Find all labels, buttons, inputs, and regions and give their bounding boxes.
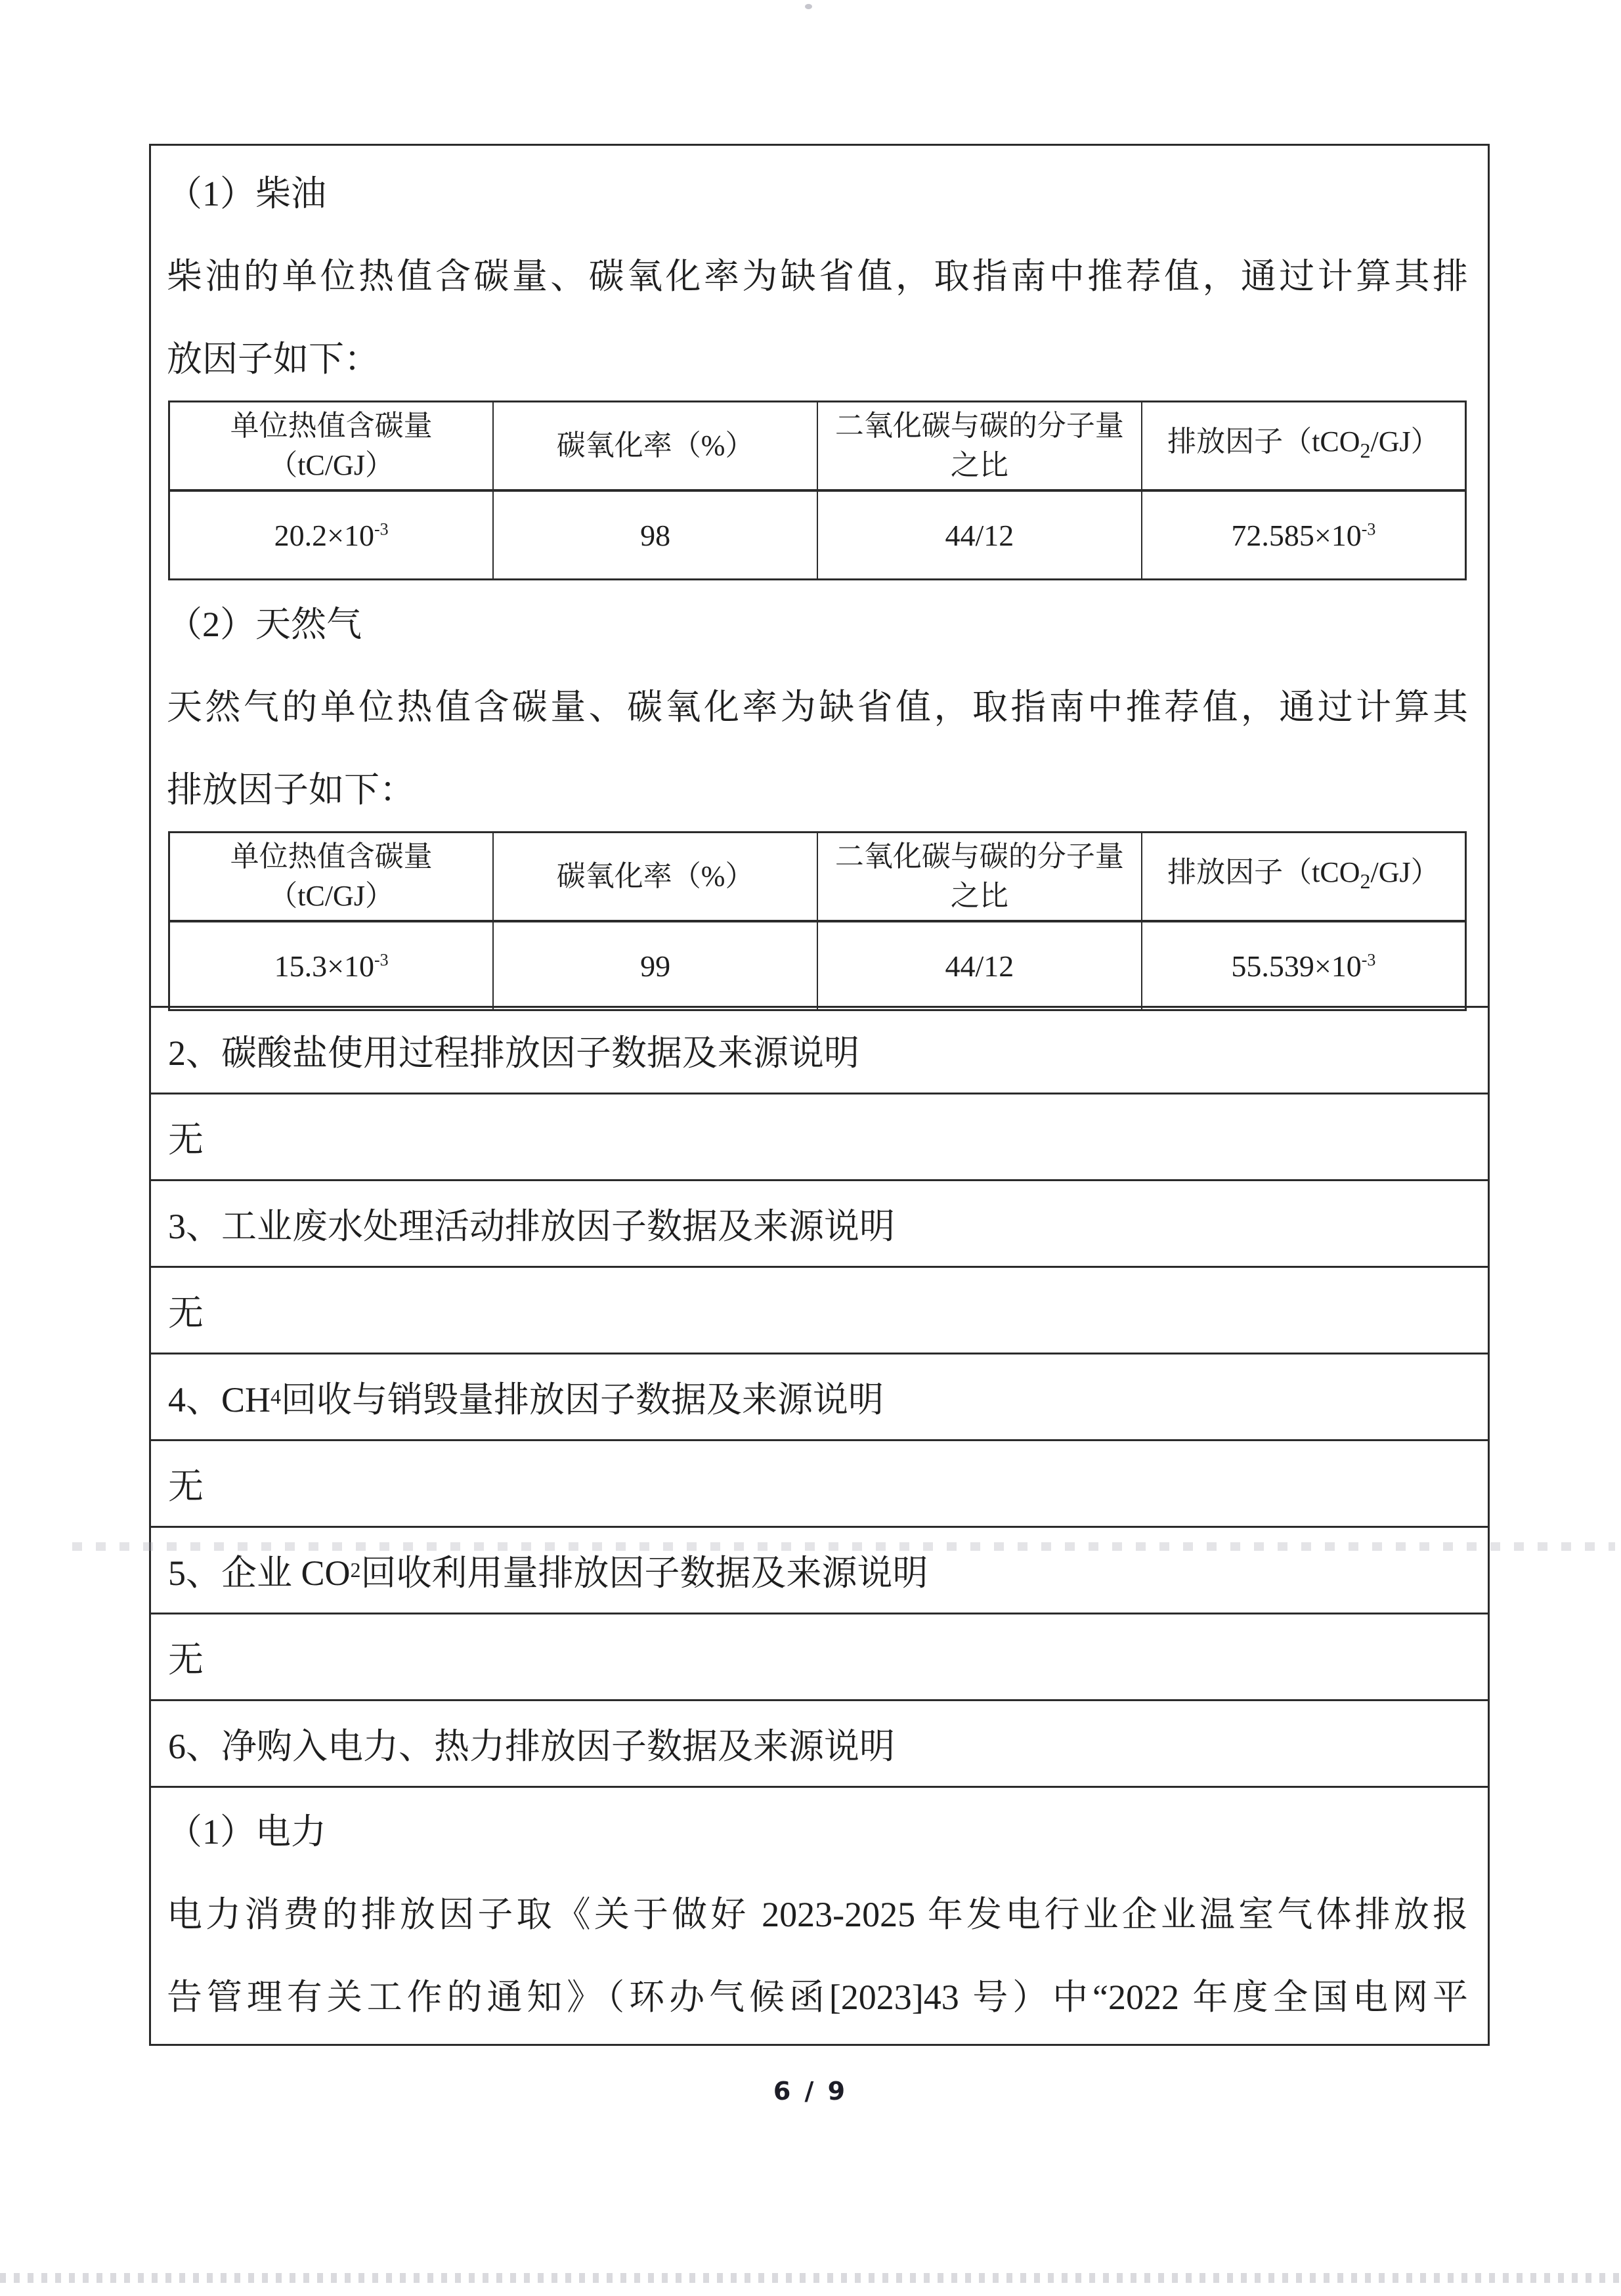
gas-paragraph-line1: 天然气的单位热值含碳量、碳氧化率为缺省值，取指南中推荐值，通过计算其 xyxy=(167,687,1468,727)
diesel-factor-table-body xyxy=(169,490,1466,580)
section-6-title-row: 6、净购入电力、热力排放因子数据及来源说明 xyxy=(151,1699,1488,1786)
diesel-oxidation-cell: 98 xyxy=(493,490,817,580)
header-carbon-content: 单位热值含碳量 （tC/GJ） xyxy=(169,402,494,491)
gas-factor-cell: $55.539\times 10^{-3}$ xyxy=(1142,921,1466,1010)
gas-ratio-cell: 44/12 xyxy=(817,921,1142,1010)
table-header-row xyxy=(169,402,1466,491)
section-fuel-combustion-factors xyxy=(151,146,1488,1006)
diesel-subsection-title: （1）柴油 xyxy=(167,174,326,213)
section-3-title-row: 3、工业废水处理活动排放因子数据及来源说明 xyxy=(151,1179,1488,1266)
header-carbon-content: 单位热值含碳量 （tC/GJ） xyxy=(169,833,494,922)
header-co2-carbon-ratio: 二氧化碳与碳的分子量 之比 xyxy=(817,833,1142,922)
gas-factor-table-header xyxy=(169,833,1466,922)
header-emission-factor: 排放因子（tCO$_2$/GJ） xyxy=(1142,833,1466,922)
section-5-value-row: 无 xyxy=(151,1613,1488,1699)
diesel-factor-table xyxy=(168,401,1467,580)
diesel-data-row xyxy=(169,490,1466,580)
table-header-row xyxy=(169,833,1466,922)
section-6-content xyxy=(151,1786,1488,2044)
page-number: 6 / 9 xyxy=(773,2077,848,2106)
header-oxidation-rate: 碳氧化率（%） xyxy=(493,402,817,491)
diesel-factor-table-header xyxy=(169,402,1466,491)
emission-factor-report-table xyxy=(149,144,1490,2046)
scan-artifact-bottom-edge xyxy=(0,2273,1621,2283)
diesel-ratio-cell: 44/12 xyxy=(817,490,1142,580)
gas-oxidation-cell: 99 xyxy=(493,921,817,1010)
header-oxidation-rate: 碳氧化率（%） xyxy=(493,833,817,922)
gas-factor-table xyxy=(168,831,1467,1011)
power-paragraph-line2: 告管理有关工作的通知》（环办气候函[2023]43 号）中“2022 年度全国电网平 xyxy=(167,1978,1468,2017)
power-subsection-title: （1）电力 xyxy=(167,1812,326,1852)
gas-subsection-title: （2）天然气 xyxy=(167,605,362,644)
diesel-paragraph-line1: 柴油的单位热值含碳量、碳氧化率为缺省值，取指南中推荐值，通过计算其排 xyxy=(167,257,1468,296)
section-2-title-row: 2、碳酸盐使用过程排放因子数据及来源说明 xyxy=(151,1006,1488,1093)
section-5-title-row: 5、企业 CO 2 回收利用量排放因子数据及来源说明 xyxy=(151,1526,1488,1613)
section-4-title-row: 4、CH 4 回收与销毁量排放因子数据及来源说明 xyxy=(151,1353,1488,1439)
header-co2-carbon-ratio: 二氧化碳与碳的分子量 之比 xyxy=(817,402,1142,491)
scan-artifact-band xyxy=(72,1542,1615,1551)
gas-data-row xyxy=(169,921,1466,1010)
section-2-value-row: 无 xyxy=(151,1093,1488,1179)
diesel-paragraph-line2: 放因子如下： xyxy=(167,339,379,379)
diesel-carbon-content-cell: $20.2\times 10^{-3}$ xyxy=(169,490,494,580)
gas-paragraph-line2: 排放因子如下： xyxy=(167,770,415,810)
gas-carbon-content-cell: $15.3\times 10^{-3}$ xyxy=(169,921,494,1010)
gas-factor-table-body xyxy=(169,921,1466,1010)
power-paragraph-line1: 电力消费的排放因子取《关于做好 2023-2025 年发电行业企业温室气体排放报 xyxy=(167,1895,1468,1934)
diesel-factor-cell: $72.585\times 10^{-3}$ xyxy=(1142,490,1466,580)
scan-speck-top xyxy=(805,4,812,9)
section-3-value-row: 无 xyxy=(151,1266,1488,1353)
header-emission-factor: 排放因子（tCO$_2$/GJ） xyxy=(1142,402,1466,491)
section-4-value-row: 无 xyxy=(151,1439,1488,1526)
